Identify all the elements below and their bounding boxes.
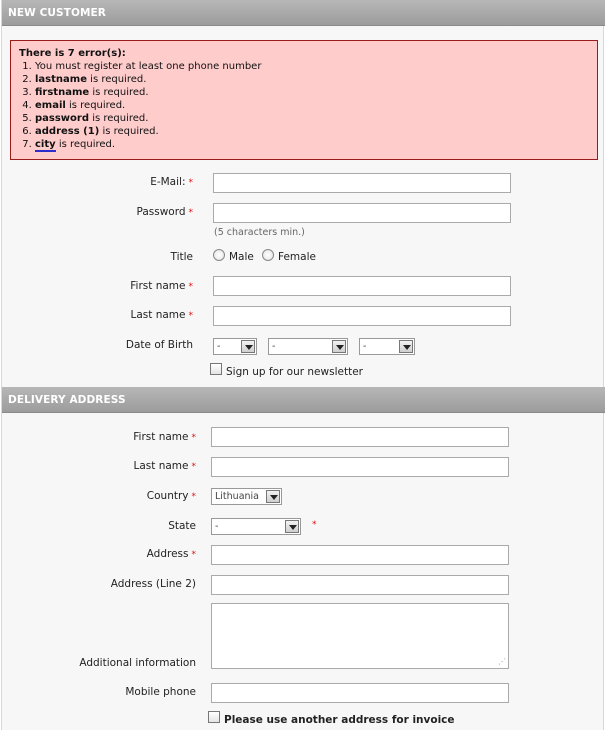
address-label: Address *	[146, 548, 196, 560]
chevron-down-icon	[332, 340, 346, 353]
mobile-phone-label: Mobile phone	[125, 686, 196, 698]
error-item	[35, 86, 589, 99]
delivery-firstname-label: First name *	[133, 431, 196, 443]
error-text: is required.	[99, 126, 159, 137]
dob-day-select[interactable]	[213, 338, 257, 355]
email-label: E-Mail: *	[150, 176, 193, 188]
error-text: You must register at least one phone number	[35, 61, 262, 72]
required-mark: *	[191, 462, 196, 472]
chevron-down-icon	[399, 340, 413, 353]
newsletter-label: Sign up for our newsletter	[226, 366, 363, 378]
email-field[interactable]	[213, 173, 511, 193]
address-field[interactable]	[211, 545, 509, 565]
chevron-down-icon	[266, 490, 280, 503]
error-field: firstname	[35, 87, 90, 98]
dob-year-value: -	[363, 341, 367, 352]
title-label: Title	[170, 251, 193, 263]
error-text: is required.	[86, 74, 147, 85]
error-text: is required.	[89, 87, 149, 98]
address2-field[interactable]	[211, 575, 509, 595]
lastname-label: Last name *	[130, 309, 193, 321]
chevron-down-icon	[241, 340, 255, 353]
delivery-lastname-field[interactable]	[211, 457, 509, 477]
delivery-lastname-label: Last name *	[133, 460, 196, 472]
title-male-radio[interactable]	[213, 249, 225, 261]
error-field: lastname	[35, 74, 87, 85]
required-mark: *	[188, 282, 193, 292]
dob-year-select[interactable]	[359, 338, 415, 355]
password-hint: (5 characters min.)	[214, 227, 305, 238]
error-text: is required.	[55, 139, 116, 150]
title-female-radio[interactable]	[262, 249, 274, 261]
additional-info-textarea[interactable]	[211, 603, 509, 669]
country-select[interactable]	[211, 488, 282, 505]
address2-label: Address (Line 2)	[110, 578, 196, 590]
required-mark: *	[312, 520, 317, 530]
lastname-field[interactable]	[213, 306, 511, 326]
newsletter-checkbox[interactable]	[210, 363, 222, 375]
firstname-field[interactable]	[213, 276, 511, 296]
error-list	[19, 60, 589, 151]
required-mark: *	[188, 311, 193, 321]
chevron-down-icon	[285, 520, 299, 533]
state-label: State	[168, 520, 196, 532]
required-mark: *	[188, 178, 193, 188]
error-box	[10, 40, 598, 160]
password-label: Password *	[136, 206, 193, 218]
error-item	[35, 112, 589, 125]
new-customer-panel	[1, 0, 604, 387]
dob-day-value: -	[217, 341, 221, 352]
additional-info-label: Additional information	[79, 657, 196, 669]
error-item	[35, 125, 589, 138]
error-text: is required.	[89, 113, 149, 124]
error-field-city-link[interactable]: city	[35, 139, 56, 150]
country-value: Lithuania	[215, 491, 260, 502]
mobile-phone-field[interactable]	[211, 683, 509, 703]
title-female-label: Female	[278, 251, 316, 263]
state-value: -	[215, 521, 219, 532]
country-label: Country *	[146, 490, 196, 502]
required-mark: *	[191, 492, 196, 502]
invoice-address-label: Please use another address for invoice	[224, 714, 455, 726]
title-male-label: Male	[229, 251, 254, 263]
required-mark: *	[188, 208, 193, 218]
dob-month-value: -	[272, 341, 276, 352]
invoice-address-checkbox[interactable]	[208, 711, 220, 723]
error-item	[35, 138, 589, 151]
error-text: is required.	[65, 100, 126, 111]
error-item	[35, 60, 589, 73]
delivery-firstname-field[interactable]	[211, 427, 509, 447]
error-item	[35, 73, 589, 86]
firstname-label: First name *	[130, 280, 193, 292]
delivery-address-header: DELIVERY ADDRESS	[2, 387, 605, 413]
error-item	[35, 99, 589, 112]
error-title: There is 7 error(s):	[19, 48, 126, 59]
password-field[interactable]	[213, 203, 511, 223]
resize-grip-icon[interactable]: ⋰	[498, 657, 506, 666]
error-field: password	[35, 113, 90, 124]
dob-month-select[interactable]	[268, 338, 348, 355]
error-field: address (1)	[35, 126, 100, 137]
required-mark: *	[191, 550, 196, 560]
new-customer-header: NEW CUSTOMER	[2, 0, 605, 26]
state-select[interactable]	[211, 518, 301, 535]
required-mark: *	[191, 433, 196, 443]
error-field: email	[35, 100, 66, 111]
dob-label: Date of Birth	[125, 339, 193, 351]
